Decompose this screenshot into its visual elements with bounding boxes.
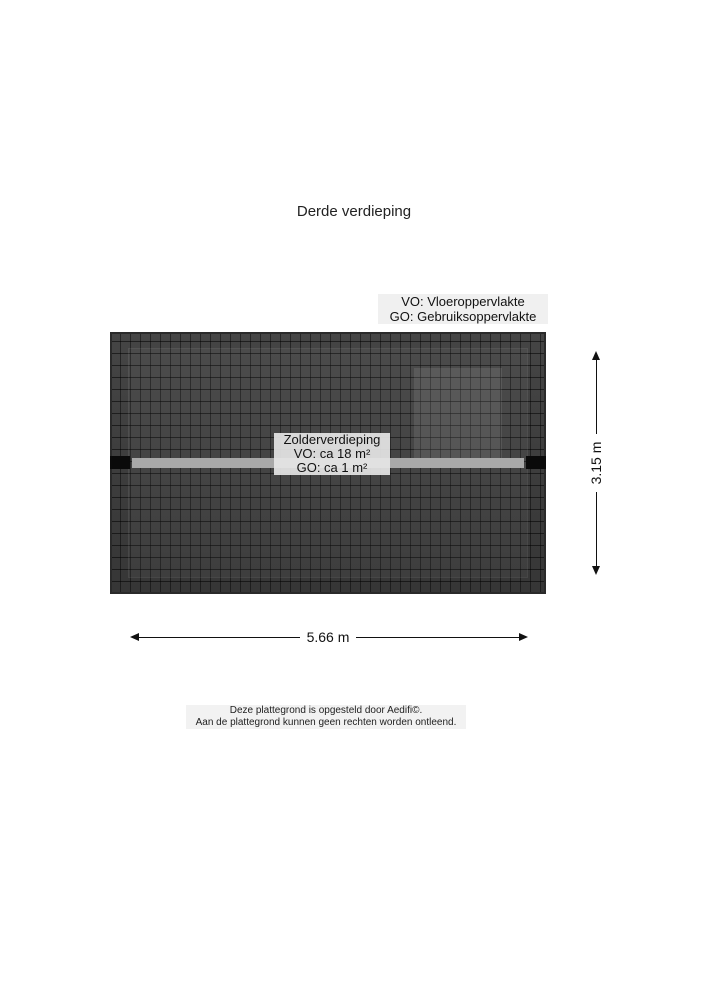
skylight [414,368,502,458]
room-name: Zolderverdieping [283,432,381,447]
floor-title: Derde verdieping [296,203,412,220]
ridge-cap-left [110,456,130,469]
legend-box [378,294,548,324]
arrow-left-icon [130,633,139,641]
width-dimension-label: 5.66 m [300,628,356,646]
arrow-right-icon [519,633,528,641]
room-go: GO: ca 1 m² [296,460,368,475]
arrow-down-icon [592,566,600,575]
arrow-up-icon [592,351,600,360]
ridge-cap-right [526,456,546,469]
disclaimer-line-2: Aan de plattegrond kunnen geen rechten worden ontleend. [195,717,457,728]
disclaimer-line-1: Deze plattegrond is opgesteld door Aedifi©. [229,705,423,716]
legend-vo: VO: Vloeroppervlakte [401,294,525,309]
depth-dimension-label: 3.15 m [587,434,605,492]
disclaimer [186,705,466,729]
room-label [274,433,390,475]
legend-go: GO: Gebruiksoppervlakte [389,309,537,324]
room-vo: VO: ca 18 m² [293,446,371,461]
